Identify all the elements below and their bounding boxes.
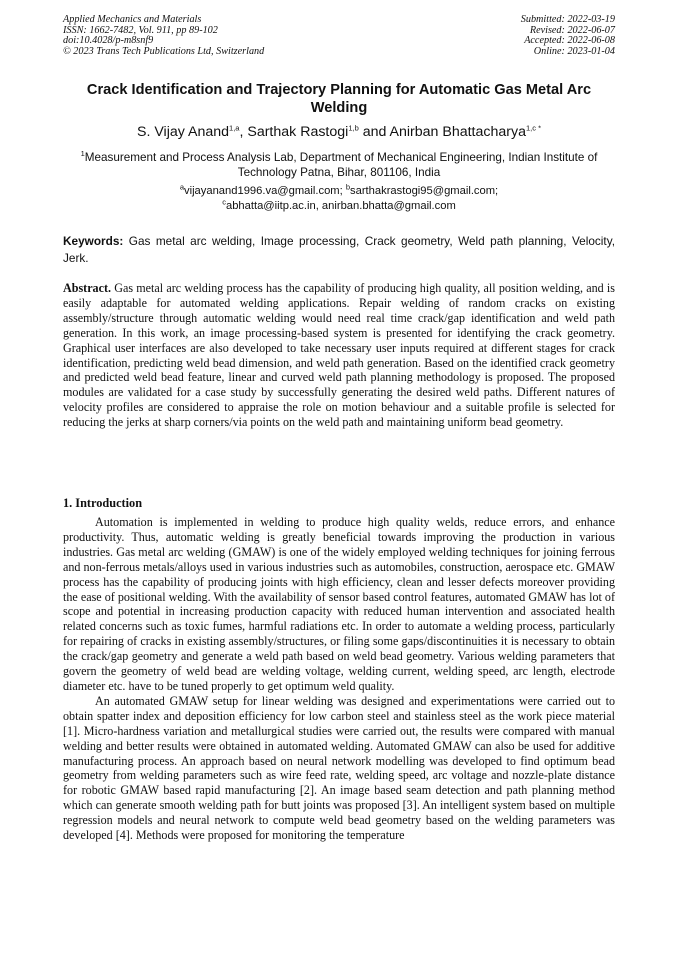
doi-line: doi:10.4028/p-m8snf9	[63, 35, 154, 47]
journal-info	[63, 15, 264, 57]
dates-info	[521, 15, 615, 57]
email-sup: b	[345, 182, 351, 192]
online-date: Online: 2023-01-04	[533, 45, 615, 57]
author-sup: 1,b	[348, 123, 359, 133]
affiliation	[63, 150, 615, 180]
author-list: S. Vijay Anand$^{1,a}$, Sarthak Rastogi$^{1,b}$ and Anirban Bhattacharya$^{1,c *}$	[137, 123, 541, 140]
author-name: Anirban Bhattacharya	[389, 124, 526, 140]
affiliation-sup: 1	[80, 149, 85, 159]
abstract-text: Gas metal arc welding process has the capability of producing high quality, all position welding, and is easily adaptable for automated welding applications. Repair welding of random cracks on existing assembly/structure through automatic welding would need real time crack/gap identification and weld path generation. In this work, an image processing-based system is presented for identifying the crack geometry. Graphical user interfaces are also developed to take necessary user inputs required at different stages for crack identification, predicting weld bead dimension, and weld path generation. Based on the identified crack geometry and predicted weld bead feature, linear and curved weld path planning methodology is proposed. The proposed modules are validated for a case study by successfully generating the desired weld paths. Different natures of velocity profiles are considered to appraise the role on motion behaviour and a suitable profile is selected for reducing the jerks at sharp corners/via points on the weld path and maintaining uniform bead geometry.	[63, 281, 615, 430]
keywords-text: Gas metal arc welding, Image processing, Crack geometry, Weld path planning, Velocity, Jerk.	[63, 234, 615, 265]
paper-title: Crack Identification and Trajectory Planning for Automatic Gas Metal Arc Welding	[86, 82, 592, 116]
paragraph: An automated GMAW setup for linear welding was designed and experimentations were carried out to obtain spatter index and deposition efficiency for low carbon steel and stainless steel as the work piece material [1]. Micro-hardness variation and metallurgical studies were carried out, the results were compared with manual welding and better results were obtained in automated welding. Automated GMAW can also be used for additive manufacturing process. An approach based on neural network modelling was developed to find optimum bead geometry from welding parameters such as wire feed rate, welding speed, arc voltage and nozzle-plate distance for robotic GMAW based rapid manufacturing [2]. An image based seam detection and path planning method which can generate smooth welding path for butt joints was proposed [3]. An intelligent system based on multiple regression models and neural network to compute weld bead geometry based on the welding parameters was developed [4]. Methods were proposed for monitoring the temperature	[63, 693, 615, 843]
accepted-date: Accepted: 2022-06-08	[524, 35, 615, 47]
journal-name: Applied Mechanics and Materials	[63, 14, 202, 25]
submitted-date: Submitted: 2022-03-19	[520, 14, 615, 25]
email-b: sarthakrastogi95@gmail.com;	[350, 185, 499, 197]
author-name: Sarthak Rastogi	[247, 124, 349, 140]
affiliation-text: Measurement and Process Analysis Lab, Department of Mechanical Engineering, Indian Institute of Technology Patna, Bihar, 801106, India	[84, 151, 598, 179]
author-sup: 1,c *	[525, 123, 541, 133]
abstract-label: Abstract.	[63, 281, 112, 295]
email-sup: a	[179, 182, 184, 192]
author-name: S. Vijay Anand	[137, 124, 230, 140]
copyright-line: © 2023 Trans Tech Publications Ltd, Switzerland	[63, 45, 265, 57]
keywords	[63, 233, 615, 266]
section-heading: 1. Introduction	[63, 496, 143, 510]
email-sup: c	[222, 196, 226, 206]
email-c: abhatta@iitp.ac.in, anirban.bhatta@gmail.com	[225, 199, 456, 212]
abstract	[63, 281, 615, 430]
author-emails	[63, 184, 615, 213]
paragraph: Automation is implemented in welding to produce high quality welds, reduce errors, and enhance productivity. Thus, automatic welding is greatly beneficial towards improving the production in various industries. Gas metal arc welding (GMAW) is one of the widely employed welding techniques for joining ferrous and non-ferrous metals/alloys used in various industries such as automobiles, construction, aerospace etc. GMAW process has the capability of producing joints with high efficiency, clean and lesser defects moreover providing the ease of positional welding. With the availability of sensor based control features, automated GMAW has lot of scope and potential in increasing production capacity with reduced human intervention and associated health related concerns such as toxic fumes, harmful radiations etc. In order to automate a welding process, particularly for repairing of cracks in existing assembly/structures, or filing some gaps/discontinuities it is necessary to obtain the crack/gap geometry and generate a weld path based on weld bead geometry. Various welding parameters that govern the geometry of weld bead are welding voltage, welding current, welding speed, arc length, electrode diameter etc. have to be tuned properly to get optimum weld quality.	[63, 515, 615, 693]
author-sup: 1,a	[229, 123, 240, 133]
revised-date: Revised: 2022-06-07	[529, 24, 615, 36]
introduction-body	[63, 515, 615, 843]
email-a: vijayanand1996.va@gmail.com;	[183, 185, 346, 197]
keywords-label: Keywords:	[63, 234, 124, 248]
issn-line: ISSN: 1662-7482, Vol. 911, pp 89-102	[63, 24, 218, 36]
